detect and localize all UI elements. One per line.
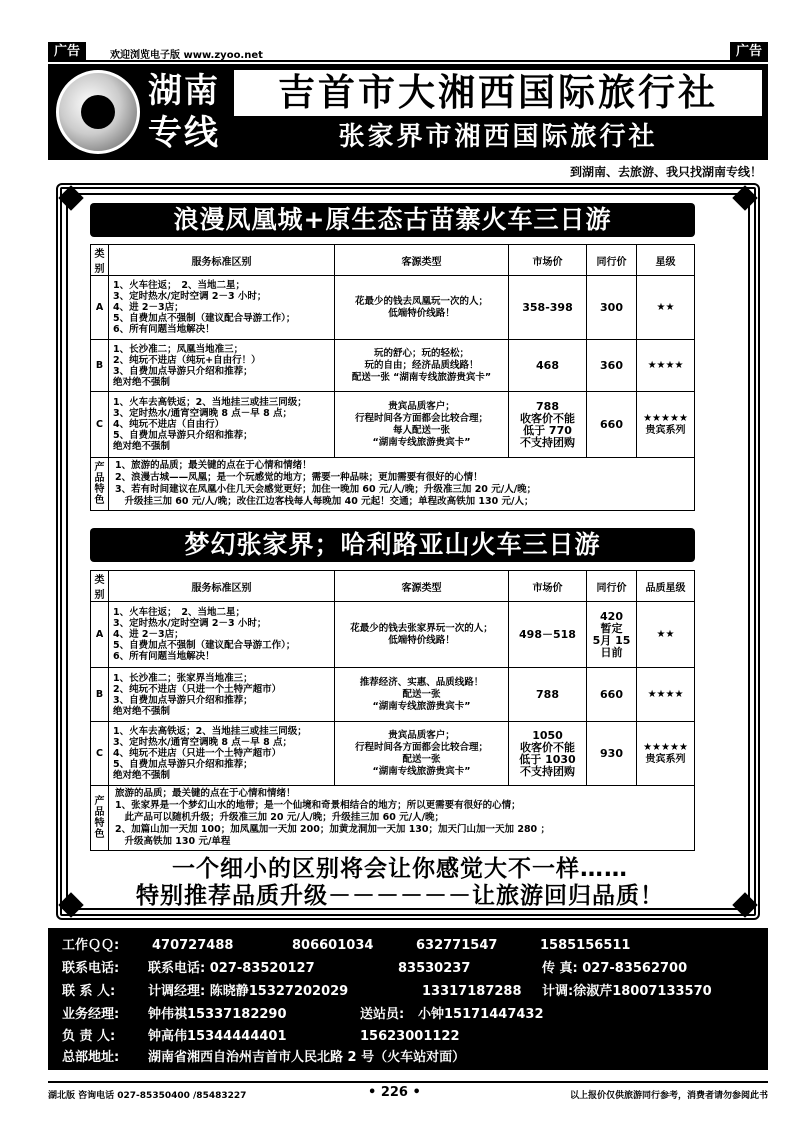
market-price-cell: 468 (509, 340, 587, 392)
service-cell: 1、火车往返； 2、当地二星； 3、定时热水/定时空调 2－3 小时； 4、进 2－3店； 5、自费加点不强制（建议配合导游工作）； 6、所有问题当地解决！ (109, 602, 335, 668)
table-header: 服务标准区别 (109, 571, 335, 602)
table-header: 服务标准区别 (109, 245, 335, 276)
table-header: 类别 (91, 245, 109, 276)
table-row (91, 340, 695, 392)
peer-price-cell: 660 (587, 668, 637, 722)
features-label: 产 品 特 色 (91, 458, 109, 511)
agency-logo (56, 70, 140, 154)
slogan-2: 特别推荐品质升级－－－－－－让旅游回归品质！ (136, 883, 664, 909)
class-cell: C (91, 392, 109, 458)
brand-name (148, 70, 220, 154)
peer-price-cell: 660 (587, 392, 637, 458)
star-rating-cell: ★★★★★ 贵宾系列 (637, 722, 695, 786)
peer-price-cell: 300 (587, 276, 637, 340)
table-header: 同行价 (587, 245, 637, 276)
route1-title: 浪漫凤凰城+原生态古苗寨火车三日游 (90, 203, 695, 237)
table-header: 类别 (91, 571, 109, 602)
peer-price-cell: 360 (587, 340, 637, 392)
table-row (91, 276, 695, 340)
service-cell: 1、长沙准二；张家界当地准三； 2、纯玩不进店（只进一个土特产超市） 3、自费加点导游只介绍和推荐； 绝对绝不强制 (109, 668, 335, 722)
service-cell: 1、火车往返； 2、当地二星； 3、定时热水/定时空调 2－3 小时； 4、进 2－3店； 5、自费加点不强制（建议配合导游工作）； 6、所有问题当地解决！ (109, 276, 335, 340)
features-text: 1、旅游的品质；最关键的点在于心情和情绪！ 2、浪漫古城——凤凰；是一个玩感觉的地方；需要一种品味；更加需要有很好的心情！ 3、若有时间建议在凤凰小住几天会感觉更好；加住一晚加 60 元/人/晚；升级准三加 20 元/人/晚； 升级挂三加 60 元/人/晚；改住江边客栈每人每晚加 40 元起！交通；单程改高铁加 130 元/人； (109, 458, 695, 511)
top-bar (48, 42, 768, 62)
star-rating-cell: ★★★★ (637, 340, 695, 392)
table-header: 同行价 (587, 571, 637, 602)
agency-name-primary: 吉首市大湘西国际旅行社 (234, 70, 762, 116)
features-row (91, 458, 695, 511)
service-cell: 1、长沙准二；凤凰当地准三； 2、纯玩不进店（纯玩+自由行！） 3、自费加点导游只介绍和推荐； 绝对绝不强制 (109, 340, 335, 392)
footer-hotline: 湖北版 咨询电话 027-85350400 /85483227 (48, 1091, 247, 1101)
brand-line2: 专线 (148, 113, 220, 153)
class-cell: B (91, 340, 109, 392)
service-cell: 1、火车去高铁返；2、当地挂三或挂三同级； 3、定时热水/通宵空调晚 8 点－早 8 点； 4、纯玩不进店（自由行） 5、自费加点导游只介绍和推荐； 绝对绝不强制 (109, 392, 335, 458)
table-row (91, 722, 695, 786)
market-price-cell: 358-398 (509, 276, 587, 340)
brand-line1: 湖南 (148, 71, 220, 111)
table-row (91, 602, 695, 668)
ad-tag-right: 广告 (730, 42, 768, 62)
class-cell: A (91, 602, 109, 668)
contact-panel: 工作ＱＱ: 470727488 806601034 632771547 1585156511 联系电话: 联系电话: 027-83520127 83530237 传 真: 027-83562700 联 系 人: 计调经理: 陈晓静15327202029 13317187288 计调:徐淑芹18007133570 业务经理: 钟伟祺15337182290 送站员: 小钟15171447432 负 责 人: 钟高伟15344444401 15623001122 总部地址: 湖南省湘西自治州吉首市人民北路 2 号（火车站对面） (48, 928, 768, 1070)
star-rating-cell: ★★ (637, 276, 695, 340)
star-rating-cell: ★★★★ (637, 668, 695, 722)
route2-title: 梦幻张家界；哈利路亚山火车三日游 (90, 528, 695, 562)
features-row (91, 786, 695, 851)
page-number: • 226 • (368, 1085, 421, 1100)
class-cell: A (91, 276, 109, 340)
slogan-1: 一个细小的区别将会让你感觉大不一样…… (172, 856, 628, 882)
star-rating-cell: ★★★★★ 贵宾系列 (637, 392, 695, 458)
market-price-cell: 788 收客价不能 低于 770 不支持团购 (509, 392, 587, 458)
customer-cell: 花最少的钱去张家界玩一次的人； 低端特价线路！ (335, 602, 509, 668)
welcome-text: 欢迎浏览电子版 www.zyoo.net (110, 50, 263, 61)
table-header: 品质星级 (637, 571, 695, 602)
features-label: 产 品 特 色 (91, 786, 109, 851)
market-price-cell: 498－518 (509, 602, 587, 668)
market-price-cell: 1050 收客价不能 低于 1030 不支持团购 (509, 722, 587, 786)
table-header: 市场价 (509, 571, 587, 602)
table-header: 星级 (637, 245, 695, 276)
market-price-cell: 788 (509, 668, 587, 722)
route1-price-table (90, 244, 695, 511)
features-text: 旅游的品质；最关键的点在于心情和情绪！ 1、张家界是一个梦幻山水的地带；是一个仙境和奇景相结合的地方；所以更需要有很好的心情； 此产品可以随机升级；升级准三加 20 元/人/晚；升级挂三加 60 元/人/晚； 2、加篇山加一天加 100；加凤凰加一天加 200；加黄龙洞加一天加 130；加天门山加一天加 280 ； 升级高铁加 130 元/单程 (109, 786, 695, 851)
table-row (91, 668, 695, 722)
class-cell: C (91, 722, 109, 786)
service-cell: 1、火车去高铁返；2、当地挂三或挂三同级； 3、定时热水/通宵空调晚 8 点－早 8 点； 4、纯玩不进店（只进一个土特产超市） 5、自费加点导游只介绍和推荐； 绝对绝不强制 (109, 722, 335, 786)
class-cell: B (91, 668, 109, 722)
agency-name-secondary: 张家界市湘西国际旅行社 (338, 122, 658, 152)
peer-price-cell: 420 暂定 5月 15 日前 (587, 602, 637, 668)
table-row (91, 392, 695, 458)
customer-cell: 推荐经济、实惠、品质线路！ 配送一张 “湖南专线旅游贵宾卡” (335, 668, 509, 722)
footer (48, 1081, 768, 1101)
footer-disclaimer: 以上报价仅供旅游同行参考，消费者请勿参阅此书 (569, 1091, 768, 1101)
header-banner (48, 64, 768, 160)
table-header: 客源类型 (335, 571, 509, 602)
table-header: 市场价 (509, 245, 587, 276)
customer-cell: 玩的舒心；玩的轻松； 玩的自由；经济品质线路！ 配送一张 “湖南专线旅游贵宾卡” (335, 340, 509, 392)
header-slogan: 到湖南、去旅游、我只找湖南专线！ (569, 165, 762, 179)
peer-price-cell: 930 (587, 722, 637, 786)
customer-cell: 贵宾品质客户； 行程时间各方面都会比较合理； 每人配送一张 “湖南专线旅游贵宾卡” (335, 392, 509, 458)
star-rating-cell: ★★ (637, 602, 695, 668)
table-header: 客源类型 (335, 245, 509, 276)
customer-cell: 贵宾品质客户； 行程时间各方面都会比较合理； 配送一张 “湖南专线旅游贵宾卡” (335, 722, 509, 786)
customer-cell: 花最少的钱去凤凰玩一次的人； 低端特价线路！ (335, 276, 509, 340)
route2-price-table (90, 570, 695, 851)
ad-tag-left: 广告 (48, 42, 86, 62)
